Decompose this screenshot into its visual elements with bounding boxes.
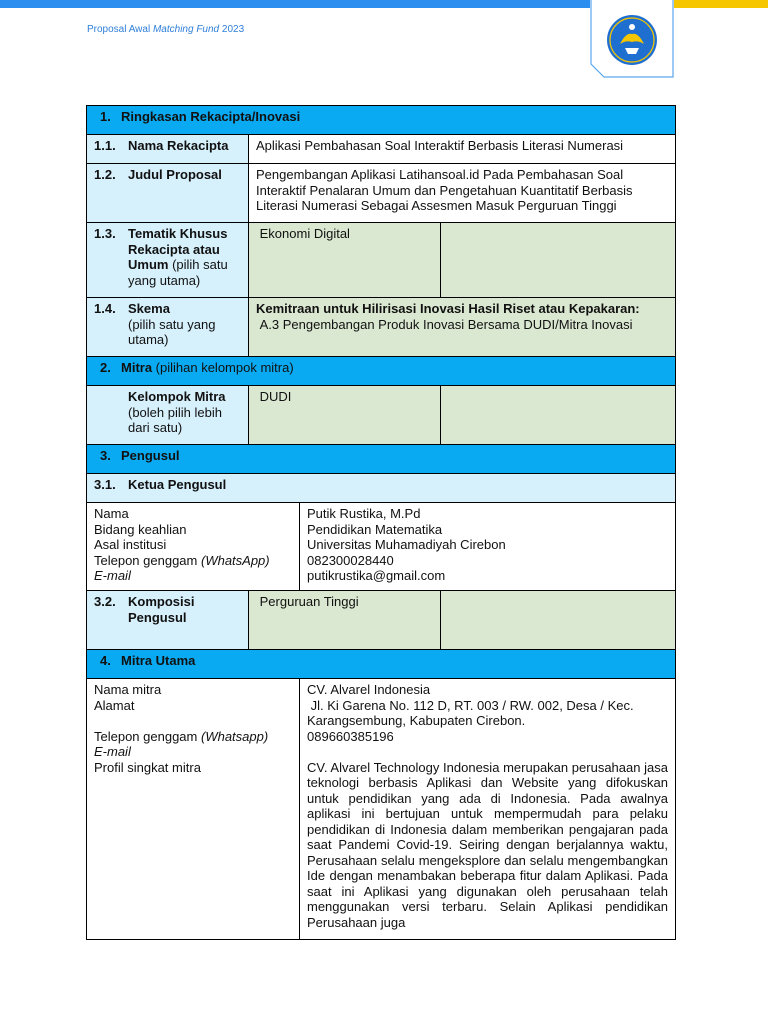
row-1-1-label: 1.1. Nama Rekacipta: [87, 135, 249, 164]
row-1-3-label: 1.3. Tematik Khusus Rekacipta atau Umum (pilih satu yang utama): [87, 223, 249, 298]
section-4-header: 4. Mitra Utama: [87, 650, 676, 679]
komposisi-empty-cell: [441, 591, 676, 650]
header-prefix: Proposal Awal: [87, 24, 153, 35]
kelompok-mitra-value: DUDI: [249, 386, 441, 445]
document-header: [87, 24, 244, 35]
proposal-form: [86, 105, 676, 940]
komposisi-value: Perguruan Tinggi: [249, 591, 441, 650]
pengusul-field-labels: Nama Bidang keahlian Asal institusi Telepon genggam (WhatsApp) E-mail: [87, 503, 300, 591]
mitra-profile: CV. Alvarel Technology Indonesia merupakan perusahaan jasa teknologi berbasis Aplikasi dan Website yang difokuskan untuk pendidikan yang ada di Indonesia. Pada awalnya aplikasi ini bertujuan untuk mempermudah para pelaku pendidikan di Indonesia dalam memberikan pengajaran pada saat Pandemi Covid-19. Seiring dengan berjalannya waktu, Perusahaan selalu mengeksplore dan selalu mengembangkan Ide dengan menambakan beberapa fitur dalam Aplikasi. Pada saat ini Aplikasi yang digunakan oleh perusahaan telah menggunakan versi terbaru. Selain Aplikasi pendidikan Perusahaan juga: [307, 759, 668, 930]
row-3-2-label: 3.2. Komposisi Pengusul: [87, 591, 249, 650]
row-1-4-label: 1.4. Skema (pilih satu yang utama): [87, 298, 249, 357]
judul-proposal-value: Pengembangan Aplikasi Latihansoal.id Pada Pembahasan Soal Interaktif Penalaran Umum dan Pengetahuan Kuantitatif Berbasis Literasi Numerasi Sebagai Assesmen Masuk Perguruan Tinggi: [249, 164, 676, 223]
tematik-value: Ekonomi Digital: [249, 223, 441, 298]
mitra-field-values: CV. Alvarel Indonesia Jl. Ki Garena No. 112 D, RT. 003 / RW. 002, Desa / Kec. Karangsembung, Kabupaten Cirebon. 089660385196 CV. Alvarel Technology Indonesia merupakan perusahaan jasa teknologi berbasis Aplikasi dan Website yang difokuskan untuk pendidikan yang ada di Indonesia. Pada awalnya aplikasi ini bertujuan untuk mempermudah para pelaku pendidikan di Indonesia dalam memberikan pengajaran pada saat Pandemi Covid-19. Seiring dengan berjalannya waktu, Perusahaan selalu mengeksplore dan selalu mengembangkan Ide dengan menambakan beberapa fitur dalam Aplikasi. Pada saat ini Aplikasi yang digunakan oleh perusahaan telah menggunakan versi terbaru. Selain Aplikasi pendidikan Perusahaan juga: [300, 679, 676, 940]
section-1-header: 1. Ringkasan Rekacipta/Inovasi: [87, 106, 676, 135]
nama-rekacipta-value: Aplikasi Pembahasan Soal Interaktif Berbasis Literasi Numerasi: [249, 135, 676, 164]
tematik-empty-cell: [441, 223, 676, 298]
section-3-header: 3. Pengusul: [87, 445, 676, 474]
section-1-title: Ringkasan Rekacipta/Inovasi: [121, 109, 301, 124]
ministry-logo: [590, 0, 674, 78]
header-blue-bar: [0, 0, 590, 8]
header-italic: Matching Fund: [152, 24, 220, 35]
header-yellow-bar: [674, 0, 768, 8]
row-1-2-label: 1.2. Judul Proposal: [87, 164, 249, 223]
row-3-1-label: 3.1. Ketua Pengusul: [87, 474, 676, 503]
kelompok-mitra-empty-cell: [441, 386, 676, 445]
skema-value: Kemitraan untuk Hilirisasi Inovasi Hasil Riset atau Kepakaran: A.3 Pengembangan Produk Inovasi Bersama DUDI/Mitra Inovasi: [249, 298, 676, 357]
header-suffix: 2023: [219, 24, 245, 35]
kelompok-mitra-label: Kelompok Mitra (boleh pilih lebih dari satu): [87, 386, 249, 445]
pengusul-field-values: Putik Rustika, M.Pd Pendidikan Matematika Universitas Muhamadiyah Cirebon 082300028440 putikrustika@gmail.com: [300, 503, 676, 591]
mitra-field-labels: Nama mitra Alamat Telepon genggam (Whatsapp) E-mail Profil singkat mitra: [87, 679, 300, 940]
section-2-header: 2. Mitra (pilihan kelompok mitra): [87, 357, 676, 386]
